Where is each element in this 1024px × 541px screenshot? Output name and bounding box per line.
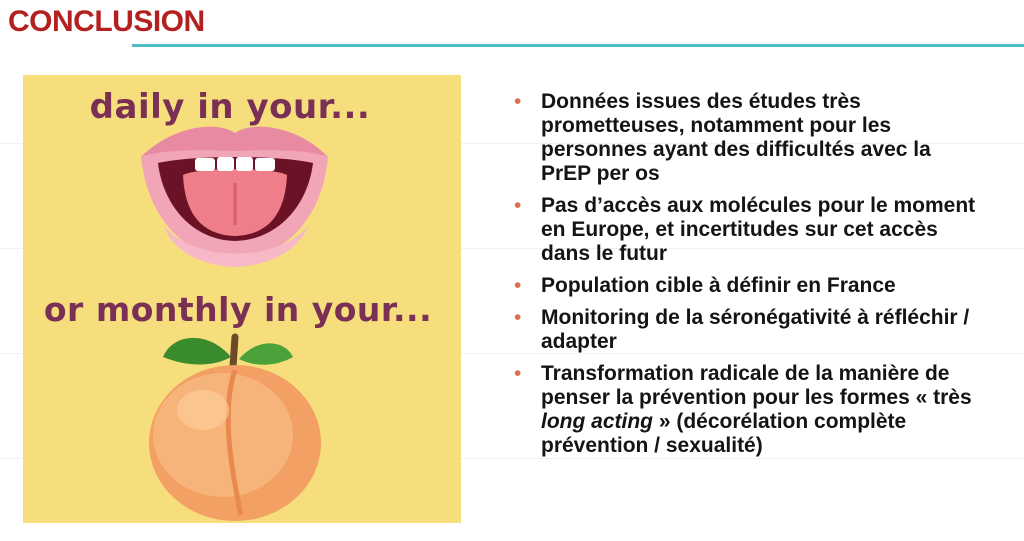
illustration-drawing	[23, 75, 461, 523]
bullet-text: Monitoring de la séronégativité à réfléchir / adapter	[541, 306, 970, 353]
bullet-text: Population cible à définir en France	[541, 274, 896, 297]
bullet-text: Pas d’accès aux molécules pour le moment en Europe, et incertitudes sur cet accès dans le futur	[541, 194, 976, 265]
conclusion-bullet-list	[514, 90, 984, 466]
illustration-panel	[23, 75, 461, 523]
bullet-dot-icon: •	[514, 306, 522, 329]
bullet-dot-icon: •	[514, 362, 522, 385]
list-item	[514, 90, 984, 186]
list-item	[514, 306, 984, 354]
bullet-dot-icon: •	[514, 90, 522, 113]
bullet-text-italic: long acting	[541, 410, 653, 433]
title-underline	[132, 44, 1024, 47]
illustration-caption-monthly: or monthly in your...	[43, 290, 433, 329]
mouth-icon	[141, 127, 328, 267]
bullet-text-start: Transformation radicale de la manière de penser la prévention pour les formes « très	[541, 362, 972, 409]
bullet-text-end: » (décorélation complète prévention / sexualité)	[541, 410, 907, 457]
slide-title: CONCLUSION	[8, 5, 205, 38]
peach-icon	[149, 337, 321, 521]
list-item	[514, 274, 984, 298]
illustration-caption-daily: daily in your...	[89, 87, 371, 127]
bullet-dot-icon: •	[514, 274, 522, 297]
bullet-dot-icon: •	[514, 194, 522, 217]
bullet-text: Données issues des études très prometteuses, notamment pour les personnes ayant des difficultés avec la PrEP per os	[541, 90, 931, 185]
list-item	[514, 362, 984, 458]
list-item	[514, 194, 984, 266]
